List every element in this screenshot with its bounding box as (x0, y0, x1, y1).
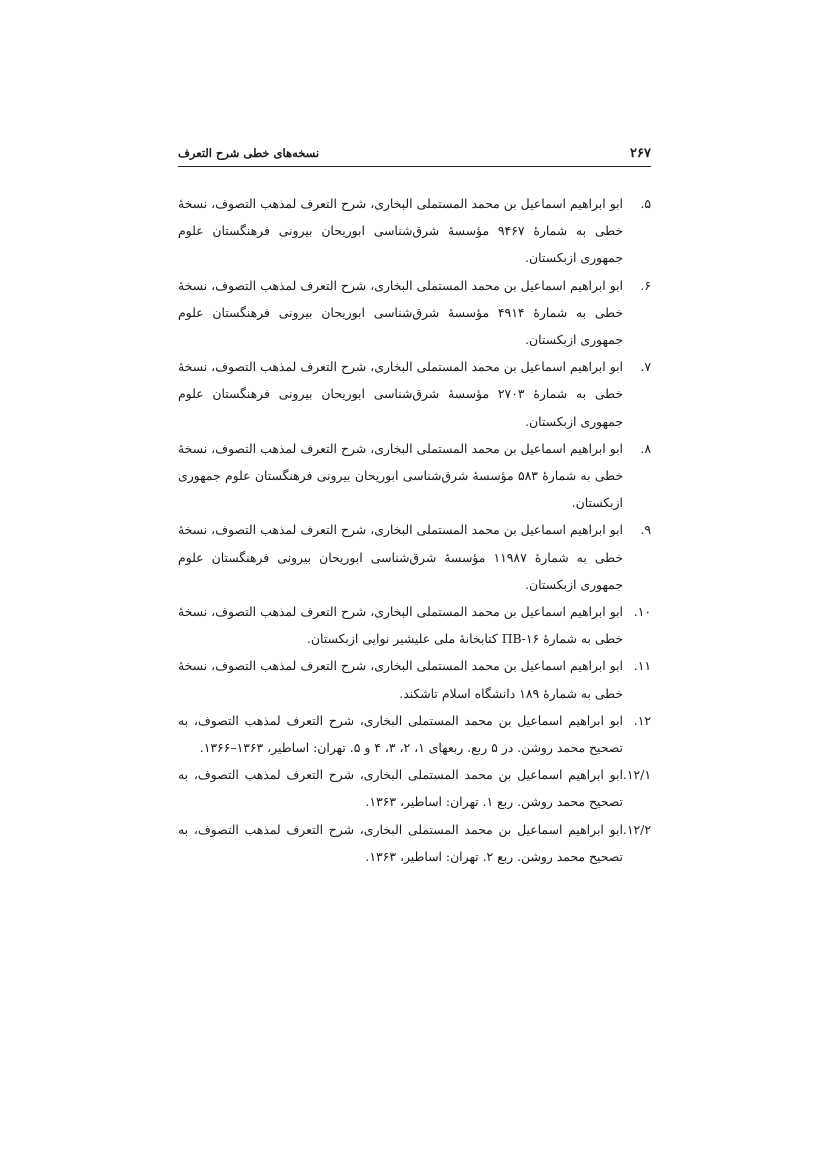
reference-number: ۵. (640, 196, 651, 211)
reference-text: ابو ابراهیم اسماعیل بن محمد المستملی البخاری، شرح التعرف لمذهب التصوف، نسخهٔ خطی به شمارهٔ ۱۸۹ دانشگاه اسلام تاشکند. (178, 658, 623, 701)
reference-item-12-2 (178, 816, 651, 870)
reference-item-9 (178, 516, 651, 598)
reference-item-11 (178, 652, 651, 706)
reference-text: ابو ابراهیم اسماعیل بن محمد المستملی البخاری، شرح التعرف لمذهب التصوف، به تصحیح محمد روشن. ربع ۲. تهران: اساطیر، ۱۳۶۳. (178, 821, 623, 864)
reference-text: ابو ابراهیم اسماعیل بن محمد المستملی البخاری، شرح التعرف لمذهب التصوف، نسخهٔ خطی به شمارهٔ ۱۱۹۸۷ مؤسسهٔ شرق‌شناسی ابوریحان بیرونی فرهنگستان علوم جمهوری ازبکستان. (178, 522, 623, 592)
page-number: ۲۶۷ (630, 145, 651, 161)
reference-text: ابو ابراهیم اسماعیل بن محمد المستملی البخاری، شرح التعرف لمذهب التصوف، نسخهٔ خطی به شمارهٔ ۹۴۶۷ مؤسسهٔ شرق‌شناسی ابوریحان بیرونی فرهنگستان علوم جمهوری ازبکستان. (178, 196, 623, 266)
reference-text: ابو ابراهیم اسماعیل بن محمد المستملی البخاری، شرح التعرف لمذهب التصوف، نسخهٔ خطی به شمارهٔ ПВ-۱۶ کتابخانهٔ ملی علیشیر نوایی ازبکستان. (178, 604, 623, 647)
reference-number: ۱۲/۲. (622, 821, 651, 837)
reference-number: ۱۲. (633, 712, 651, 728)
reference-text: ابو ابراهیم اسماعیل بن محمد المستملی البخاری، شرح التعرف لمذهب التصوف، نسخهٔ خطی به شمارهٔ ۵۸۳ مؤسسهٔ شرق‌شناسی ابوریحان بیرونی فرهنگستان علوم جمهوری ازبکستان. (178, 440, 624, 511)
reference-list (178, 190, 651, 870)
reference-item-10 (178, 598, 651, 652)
reference-item-12-1 (178, 761, 651, 815)
reference-number: ۹. (640, 522, 651, 538)
reference-number: ۱۲/۱. (622, 767, 651, 783)
page-header (178, 143, 651, 167)
reference-number: ۷. (640, 359, 651, 375)
reference-item-12 (178, 707, 651, 761)
reference-text: ابو ابراهیم اسماعیل بن محمد المستملی البخاری، شرح التعرف لمذهب التصوف، به تصحیح محمد روشن. ربع ۱. تهران: اساطیر، ۱۳۶۳. (178, 767, 623, 810)
reference-number: ۸. (640, 440, 651, 456)
running-title: نسخه‌های خطی شرح التعرف (178, 146, 320, 160)
reference-text: ابو ابراهیم اسماعیل بن محمد المستملی البخاری، شرح التعرف لمذهب التصوف، نسخهٔ خطی به شمارهٔ ۲۷۰۳ مؤسسهٔ شرق‌شناسی ابوریحان بیرونی فرهنگستان علوم جمهوری ازبکستان. (178, 359, 623, 429)
reference-item-5 (178, 190, 651, 272)
reference-item-6 (178, 272, 651, 354)
reference-item-8 (178, 435, 651, 517)
reference-number: ۱۰. (633, 604, 651, 620)
reference-number: ۶. (640, 277, 651, 293)
reference-text: ابو ابراهیم اسماعیل بن محمد المستملی البخاری، شرح التعرف لمذهب التصوف، به تصحیح محمد روشن. در ۵ ربع. ربعهای ۱، ۲، ۳، ۴ و ۵. تهران: اساطیر، ۱۳۶۳–۱۳۶۶. (178, 712, 623, 756)
reference-number: ۱۱. (633, 658, 651, 674)
reference-item-7 (178, 353, 651, 435)
reference-text: ابو ابراهیم اسماعیل بن محمد المستملی البخاری، شرح التعرف لمذهب التصوف، نسخهٔ خطی به شمارهٔ ۴۹۱۴ مؤسسهٔ شرق‌شناسی ابوریحان بیرونی فرهنگستان علوم جمهوری ازبکستان. (178, 277, 623, 348)
